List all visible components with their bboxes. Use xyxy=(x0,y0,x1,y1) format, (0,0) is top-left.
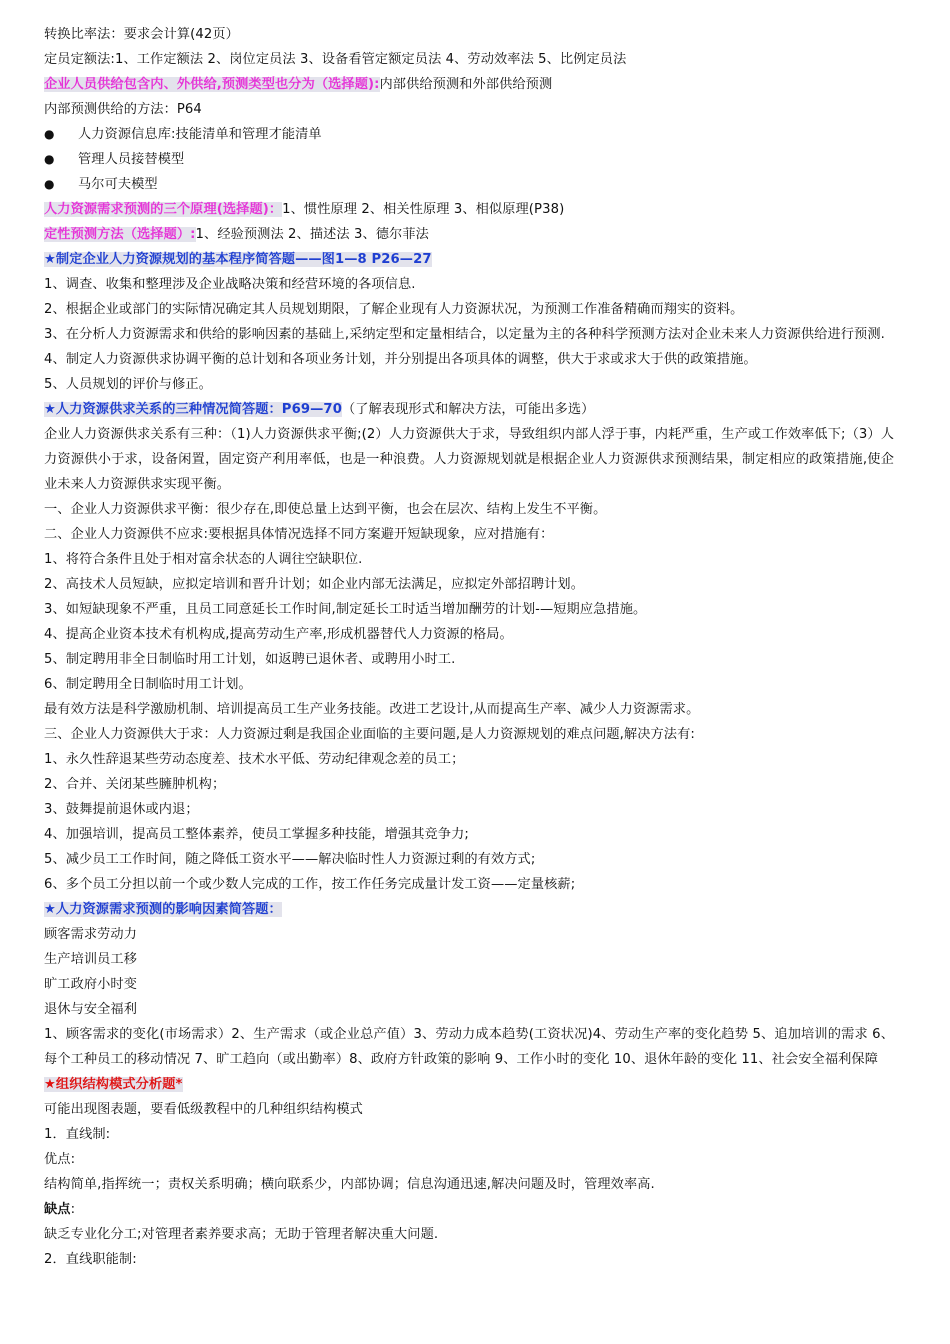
paragraph: 2、根据企业或部门的实际情况确定其人员规划期限，了解企业现有人力资源状况，为预测工作准备精确而翔实的资料。 xyxy=(44,302,744,317)
paragraph: 旷工政府小时变 xyxy=(44,977,138,992)
heading-text: ★制定企业人力资源规划的基本程序简答题——图1—8 P26—27 xyxy=(44,252,432,267)
paragraph: 5、制定聘用非全日制临时用工计划，如返聘已退休者、或聘用小时工. xyxy=(44,652,456,667)
heading-text: ★人力资源需求预测的影响因素简答题： xyxy=(44,902,282,917)
bullet-item xyxy=(44,122,894,147)
paragraph: 1、将符合条件且处于相对富余状态的人调往空缺职位. xyxy=(44,552,363,567)
paragraph: 企业人力资源供求关系有三种：（1)人力资源供求平衡;(2）人力资源供大于求，导致组织内部人浮于事，内耗严重，生产或工作效率低下;（3）人力资源供小于求，设备闲置，固定资产利用率低，也是一种浪费。人力资源规划就是根据企业人力资源供求预测结果，制定相应的政策措施,使企业未来人力资源供求实现平衡。 xyxy=(44,427,894,492)
paragraph: 2、高技术人员短缺，应拟定培训和晋升计划；如企业内部无法满足，应拟定外部招聘计划。 xyxy=(44,577,584,592)
bullet-text: 管理人员接替模型 xyxy=(78,152,185,167)
heading-text: ★组织结构模式分析题* xyxy=(44,1077,183,1092)
highlight-heading: 定性预测方法（选择题）: xyxy=(44,227,196,242)
paragraph: 6、制定聘用全日制临时用工计划。 xyxy=(44,677,252,692)
bullet-icon: ● xyxy=(44,152,55,166)
bullet-text: 马尔可夫模型 xyxy=(78,177,158,192)
paragraph: 3、在分析人力资源需求和供给的影响因素的基础上,采纳定型和定量相结合，以定量为主的各种科学预测方法对企业未来人力资源供给进行预测. xyxy=(44,327,885,342)
paragraph: 4、提高企业资本技术有机构成,提高劳动生产率,形成机器替代人力资源的格局。 xyxy=(44,627,513,642)
text-line xyxy=(44,1197,894,1222)
text-span: 内部供给预测和外部供给预测 xyxy=(379,77,553,92)
heading-note: （了解表现形式和解决方法，可能出多选） xyxy=(341,402,595,417)
section-heading xyxy=(44,1072,894,1097)
bullet-text: 人力资源信息库:技能清单和管理才能清单 xyxy=(78,127,322,142)
paragraph: 4、制定人力资源供求协调平衡的总计划和各项业务计划，并分别提出各项具体的调整，供大于求或求大于供的政策措施。 xyxy=(44,352,757,367)
bullet-icon: ● xyxy=(44,177,55,191)
paragraph: 2、合并、关闭某些臃肿机构； xyxy=(44,777,226,792)
paragraph: 一、企业人力资源供求平衡：很少存在,即使总量上达到平衡，也会在层次、结构上发生不平衡。 xyxy=(44,502,607,517)
bullet-item xyxy=(44,172,894,197)
text-line xyxy=(44,222,894,247)
text-line: 定员定额法:1、工作定额法 2、岗位定员法 3、设备看管定额定员法 4、劳动效率法 5、比例定员法 xyxy=(44,52,627,67)
text-line xyxy=(44,72,894,97)
heading-text: ★人力资源供求关系的三种情况简答题：P69—70 xyxy=(44,402,342,417)
paragraph: 2．直线职能制: xyxy=(44,1252,137,1267)
text-span: : xyxy=(70,1202,76,1217)
text-line xyxy=(44,197,894,222)
bullet-icon: ● xyxy=(44,127,55,141)
paragraph: 1、永久性辞退某些劳动态度差、技术水平低、劳动纪律观念差的员工； xyxy=(44,752,465,767)
highlight-heading: 企业人员供给包含内、外供给,预测类型也分为（选择题): xyxy=(44,77,380,92)
paragraph: 3、鼓舞提前退休或内退； xyxy=(44,802,199,817)
bold-label: 缺点 xyxy=(44,1202,71,1217)
text-span: 1、惯性原理 2、相关性原理 3、相似原理(P38) xyxy=(282,202,565,217)
paragraph: 1．直线制: xyxy=(44,1127,111,1142)
paragraph: 1、顾客需求的变化(市场需求）2、生产需求（或企业总产值）3、劳动力成本趋势(工资状况)4、劳动生产率的变化趋势 5、追加培训的需求 6、每个工种员工的移动情况 7、旷工趋向（或出勤率）8、政府方针政策的影响 9、工作小时的变化 10、退休年龄的变化 11、社会安全福利保障 xyxy=(44,1027,894,1067)
text-line: 转换比率法：要求会计算(42页） xyxy=(44,27,239,42)
text-line: 内部预测供给的方法：P64 xyxy=(44,102,202,117)
section-heading xyxy=(44,397,894,422)
paragraph: 可能出现图表题，要看低级教程中的几种组织结构模式 xyxy=(44,1102,363,1117)
bullet-item xyxy=(44,147,894,172)
text-span: 1、经验预测法 2、描述法 3、德尔菲法 xyxy=(195,227,429,242)
section-heading xyxy=(44,247,894,272)
section-heading xyxy=(44,897,894,922)
paragraph: 顾客需求劳动力 xyxy=(44,927,138,942)
paragraph: 生产培训员工移 xyxy=(44,952,138,967)
paragraph: 6、多个员工分担以前一个或少数人完成的工作，按工作任务完成量计发工资——定量核薪; xyxy=(44,877,576,892)
paragraph: 1、调查、收集和整理涉及企业战略决策和经营环境的各项信息. xyxy=(44,277,416,292)
paragraph: 二、企业人力资源供不应求:要根据具体情况选择不同方案避开短缺现象，应对措施有： xyxy=(44,527,554,542)
paragraph: 三、企业人力资源供大于求：人力资源过剩是我国企业面临的主要问题,是人力资源规划的难点问题,解决方法有: xyxy=(44,727,695,742)
paragraph: 5、减少员工工作时间，随之降低工资水平——解决临时性人力资源过剩的有效方式; xyxy=(44,852,536,867)
paragraph: 退休与安全福利 xyxy=(44,1002,138,1017)
paragraph: 优点: xyxy=(44,1152,76,1167)
paragraph: 结构简单,指挥统一；责权关系明确；横向联系少，内部协调；信息沟通迅速,解决问题及时，管理效率高. xyxy=(44,1177,655,1192)
paragraph: 5、人员规划的评价与修正。 xyxy=(44,377,212,392)
highlight-heading: 人力资源需求预测的三个原理(选择题)： xyxy=(44,202,283,217)
paragraph: 3、如短缺现象不严重，且员工同意延长工作时间,制定延长工时适当增加酬劳的计划-—短期应急措施。 xyxy=(44,602,647,617)
paragraph: 最有效方法是科学激励机制、培训提高员工生产业务技能。改进工艺设计,从而提高生产率、减少人力资源需求。 xyxy=(44,702,700,717)
paragraph: 4、加强培训，提高员工整体素养，使员工掌握多种技能，增强其竞争力; xyxy=(44,827,469,842)
paragraph: 缺乏专业化分工;对管理者素养要求高；无助于管理者解决重大问题. xyxy=(44,1227,439,1242)
